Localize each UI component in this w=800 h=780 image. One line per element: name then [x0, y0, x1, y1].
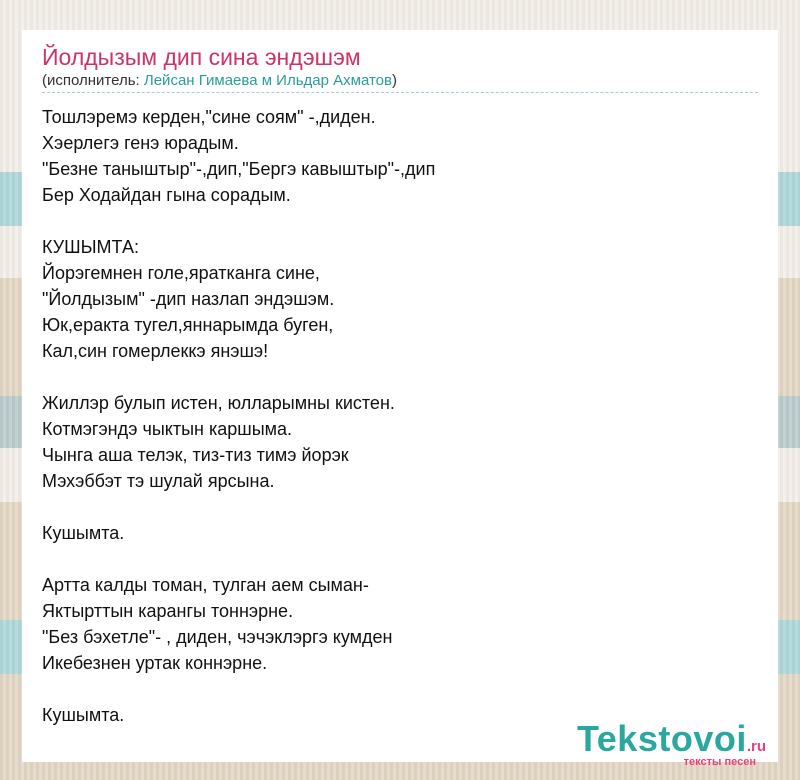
- lyrics-line: Тошлэремэ керден,"сине соям" -,диден.: [42, 107, 376, 127]
- site-logo[interactable]: [576, 718, 766, 768]
- song-subtitle: [42, 72, 397, 89]
- lyrics-line: Яктырттын карангы тоннэрне.: [42, 601, 294, 621]
- lyrics-line: Бер Ходайдан гына сорадым.: [42, 185, 291, 205]
- lyrics-card: [22, 30, 778, 768]
- lyrics-line: Юк,еракта тугел,яннарымда буген,: [42, 315, 334, 335]
- lyrics-line: Чынга аша телэк, тиз-тиз тимэ йорэк: [42, 445, 349, 465]
- lyrics-line: "Йолдызым" -дип назлап эндэшэм.: [42, 289, 335, 309]
- subtitle-suffix: ): [391, 72, 397, 89]
- artist-link[interactable]: Лейсан Гимаева м Ильдар Ахматов: [143, 72, 392, 89]
- logo-tagline: тексты песен: [683, 756, 756, 768]
- lyrics-line: Йорэгемнен голе,яратканга сине,: [42, 263, 320, 283]
- lyrics-blank-line: [42, 494, 435, 520]
- lyrics-line: Кушымта.: [42, 523, 125, 543]
- song-title: Йолдызым дип сина эндэшэм: [42, 44, 361, 70]
- lyrics-line: Жиллэр булып истен, юлларымны кистен.: [42, 393, 395, 413]
- lyrics-blank-line: [42, 208, 435, 234]
- subtitle-prefix: (исполнитель:: [42, 72, 144, 89]
- lyrics-line: Артта калды томан, тулган аем сыман-: [42, 575, 369, 595]
- lyrics-line: КУШЫМТА:: [42, 237, 139, 257]
- divider: [42, 92, 758, 93]
- lyrics-line: Хэерлегэ генэ юрадым.: [42, 133, 239, 153]
- lyrics-line: Икебезнен уртак коннэрне.: [42, 653, 268, 673]
- lyrics-text: [42, 104, 435, 728]
- logo-name: Tekstovoi: [576, 718, 747, 759]
- lyrics-blank-line: [42, 676, 435, 702]
- lyrics-line: Котмэгэндэ чыктын каршыма.: [42, 419, 293, 439]
- lyrics-line: Кал,син гомерлеккэ янэшэ!: [42, 341, 269, 361]
- lyrics-blank-line: [42, 364, 435, 390]
- lyrics-blank-line: [42, 546, 435, 572]
- lyrics-line: "Безне таныштыр"-,дип,"Бергэ кавыштыр"-,дип: [42, 159, 436, 179]
- lyrics-line: Мэхэббэт тэ шулай ярсына.: [42, 471, 275, 491]
- logo-tld: .ru: [746, 738, 766, 755]
- lyrics-line: "Без бэхетле"- , диден, чэчэклэргэ кумден: [42, 627, 393, 647]
- lyrics-line: Кушымта.: [42, 705, 125, 725]
